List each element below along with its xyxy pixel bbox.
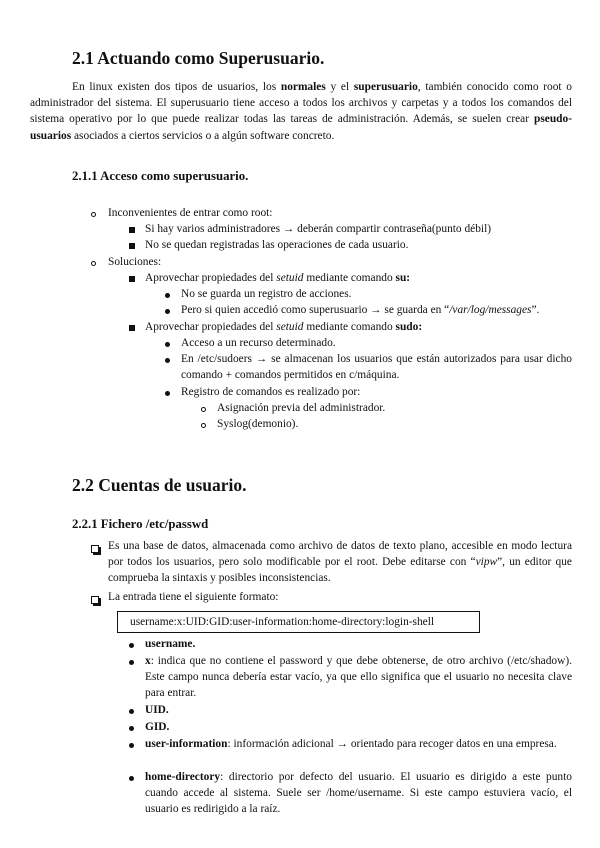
ring-bullet-icon: [201, 423, 206, 428]
solution-2-a: Acceso a un recurso determinado.: [181, 337, 336, 349]
dot-bullet-icon: [129, 660, 134, 665]
square-bullet-icon: [129, 325, 135, 331]
solution-2-b: En /etc/sudoers → se almacenan los usuarios que están autorizados para usar dicho comando + comandos permitidos en c/máquina.: [181, 353, 572, 382]
field-x: x: indica que no contiene el password y que debe obtenerse, de otro archivo (/etc/shadow). Este campo nunca debería estar vacío, ya que ello significa que el usuario no necesita clave para entrar.: [145, 655, 572, 700]
subsection-title-2-1-1: 2.1.1 Acceso como superusuario.: [72, 169, 249, 183]
solution-2-c: Registro de comandos es realizado por:: [181, 386, 361, 398]
dot-bullet-icon: [165, 358, 170, 363]
dot-bullet-icon: [165, 293, 170, 298]
square-bullet-icon: [129, 227, 135, 233]
dot-bullet-icon: [129, 776, 134, 781]
section-title-2-1: 2.1 Actuando como Superusuario.: [72, 48, 325, 68]
field-gid: GID.: [145, 721, 170, 733]
inconv-item-1: Si hay varios administradores → deberán compartir contraseña(punto débil): [145, 223, 492, 235]
dot-bullet-icon: [165, 391, 170, 396]
solution-1: Aprovechar propiedades del setuid mediante comando su:: [145, 272, 411, 284]
checkbox-bullet-icon: [91, 596, 99, 604]
inconv-item-2: No se quedan registradas las operaciones de cada usuario.: [145, 239, 409, 251]
square-bullet-icon: [129, 276, 135, 282]
solution-1-b: Pero si quien accedió como superusuario → se guarda en “/var/log/messages”.: [181, 304, 540, 316]
passwd-description: Es una base de datos, almacenada como archivo de datos de texto plano, accesible en modo lectura por todos los usuarios, pero solo modificable por el root. Debe editarse con “vipw”, un editor que comprueba la sintaxis y posibles inconsistencias.: [108, 540, 572, 585]
soluciones-label: Soluciones:: [108, 256, 162, 268]
dot-bullet-icon: [165, 342, 170, 347]
checkbox-bullet-icon: [91, 545, 99, 553]
field-uid: UID.: [145, 704, 169, 716]
solution-1-a: No se guarda un registro de acciones.: [181, 288, 352, 300]
section-title-2-2: 2.2 Cuentas de usuario.: [72, 475, 247, 495]
solution-2-c1: Asignación previa del administrador.: [217, 402, 386, 414]
square-bullet-icon: [129, 243, 135, 249]
solution-2-c2: Syslog(demonio).: [217, 418, 299, 430]
field-home-directory: home-directory: directorio por defecto del usuario. El usuario es dirigido a este punto cuando accede al sistema. Suele ser /home/username. Si este campo estuviera vacío, el usuario es redirigido a la raíz.: [145, 771, 572, 816]
subsection-title-2-2-1: 2.2.1 Fichero /etc/passwd: [72, 517, 209, 531]
field-user-information: user-information: información adicional → orientado para recoger datos en una empresa.: [145, 738, 557, 750]
ring-bullet-icon: [91, 212, 96, 217]
ring-bullet-icon: [201, 407, 206, 412]
field-username: username.: [145, 638, 196, 650]
dot-bullet-icon: [129, 643, 134, 648]
format-box: username:x:UID:GID:user-information:home-directory:login-shell: [117, 611, 480, 633]
dot-bullet-icon: [129, 726, 134, 731]
inconvenientes-label: Inconvenientes de entrar como root:: [108, 207, 273, 219]
format-intro: La entrada tiene el siguiente formato:: [108, 591, 279, 603]
ring-bullet-icon: [91, 261, 96, 266]
dot-bullet-icon: [165, 309, 170, 314]
dot-bullet-icon: [129, 743, 134, 748]
dot-bullet-icon: [129, 709, 134, 714]
solution-2: Aprovechar propiedades del setuid mediante comando sudo:: [145, 321, 423, 333]
intro-paragraph: En linux existen dos tipos de usuarios, los normales y el superusuario, también conocido como root o administrador del sistema. El superusuario tiene acceso a todos los archivos y carpetas y a todos los comandos del sistema operativo por lo que puede realizar todas las tareas de administración. Además, se suelen crear pseudo-usuarios asociados a ciertos servicios o a algún software concreto.: [30, 81, 572, 142]
